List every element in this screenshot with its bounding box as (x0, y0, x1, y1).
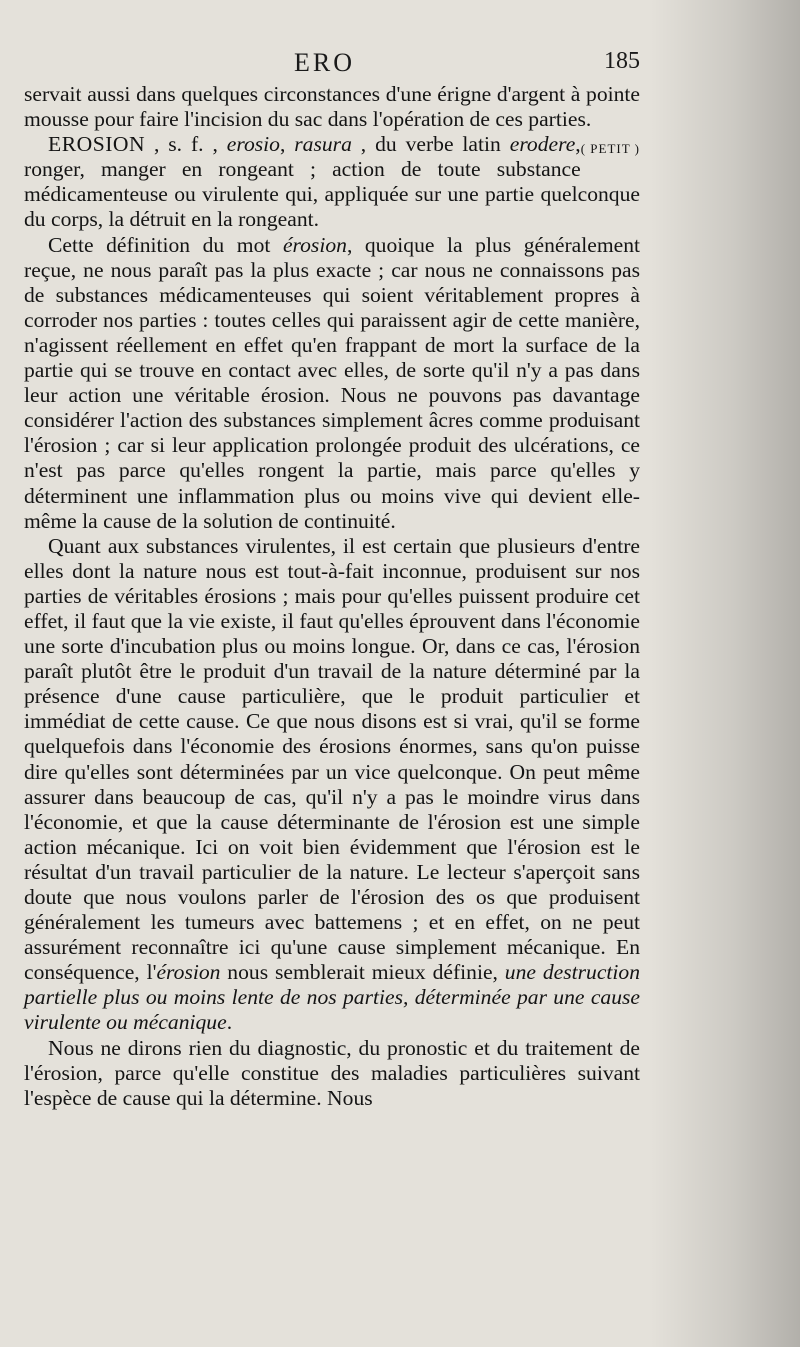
author-signature: ( PETIT ) (580, 141, 640, 157)
paragraph-text: Quant aux substances virulentes, il est certain que plusieurs d'entre elles dont la nature nous est tout-à-fait inconnue, produisent sur nos parties de véritables érosions ; mais pour qu'elles puissent produire cet effet, il faut que la vie existe, il faut qu'elles éprouvent dans l'économie une sorte d'incubation plus ou moins longue. Or, dans ce cas, l'érosion paraît plutôt être le produit d'un travail de la nature déterminé par la présence d'une cause particulière, que le produit particulier et immédiat de cette cause. Ce que nous disons est si vrai, qu'il se forme quelquefois dans l'économie des érosions énormes, sans qu'on puisse dire qu'elles sont déterminées par un vice quelconque. On peut même assurer dans beaucoup de cas, qu'il n'y a pas le moindre virus dans l'économie, et que la cause déterminante de l'érosion est une simple action mécanique. Ici on voit bien évidemment que l'érosion est le résultat d'un travail particulier de la nature. Le lecteur s'aperçoit sans doute que nous voulons parler de l'érosion des os que produisent généralement les tumeurs avec battemens ; et en effet, on ne peut assurément reconnaître ici qu'une cause simplement mécanique. En conséquence, l' (24, 533, 640, 985)
paragraph-text: Nous ne dirons rien du diagnostic, du pronostic et du traitement de l'érosion, parce qu'elle constitue des maladies particulières suivant l'espèce de cause qui la détermine. Nous (24, 1035, 640, 1110)
paragraph-text: servait aussi dans quelques circonstances d'une érigne d'argent à pointe mousse pour faire l'incision du sac dans l'opération de ces parties. (24, 82, 640, 132)
body-text (24, 82, 640, 1111)
punctuation: , (279, 132, 286, 157)
part-of-speech: , s. f. , (153, 132, 218, 157)
latin-term-erodere: erodere (509, 132, 576, 157)
italic-term: érosion (156, 960, 221, 985)
italic-term: érosion (282, 232, 347, 257)
page-number: 185 (604, 48, 640, 74)
paragraph-text: Cette définition du mot (48, 232, 271, 257)
paragraph-text: , quoique la plus généralement reçue, ne nous paraît pas la plus exacte ; car nous ne connaissons pas de substances médicamenteuses qui soient véritablement propres à corroder nos parties : toutes celles qui paraissent agir de cette manière, n'agissent réellement en effet qu'en frappant de mort la surface de la partie qui se trouve en contact avec elles, de sorte qu'il n'y a pas dans leur action une véritable érosion. Nous ne pouvons pas davantage considérer l'action des substances simplement âcres comme produisant l'érosion ; car si leur application prolongée produit des ulcérations, ce n'est pas parce qu'elles rongent la partie, mais parce qu'elles y déterminent une inflammation plus ou moins vive qui devient elle-même la cause de la solution de continuité. (24, 232, 640, 533)
paragraph-diagnostic (24, 1036, 640, 1111)
paragraph-virulent (24, 534, 640, 1036)
latin-term-rasura: rasura (294, 132, 352, 157)
paragraph-text: , ronger, manger en rongeant ; action de toute substance médicamenteuse ou virulente qui, appliquée sur une partie quelconque du corps, la détruit en la rongeant. (24, 132, 640, 232)
running-head-title: ERO (294, 48, 355, 77)
entry-erosion (24, 132, 640, 232)
entry-headword: EROSION (48, 132, 146, 157)
paragraph-definition (24, 233, 640, 534)
paragraph-text: , du verbe latin (360, 132, 501, 157)
latin-term-erosio: erosio (226, 132, 280, 157)
italic-definition: une destruction partielle plus ou moins lente de nos parties, déterminée par une cause virulente ou mécanique (24, 960, 640, 1035)
page-shadow (650, 0, 800, 1347)
punctuation: . (226, 1010, 233, 1035)
paragraph-text: nous semblerait mieux définie, (220, 960, 505, 985)
running-head (24, 48, 640, 82)
